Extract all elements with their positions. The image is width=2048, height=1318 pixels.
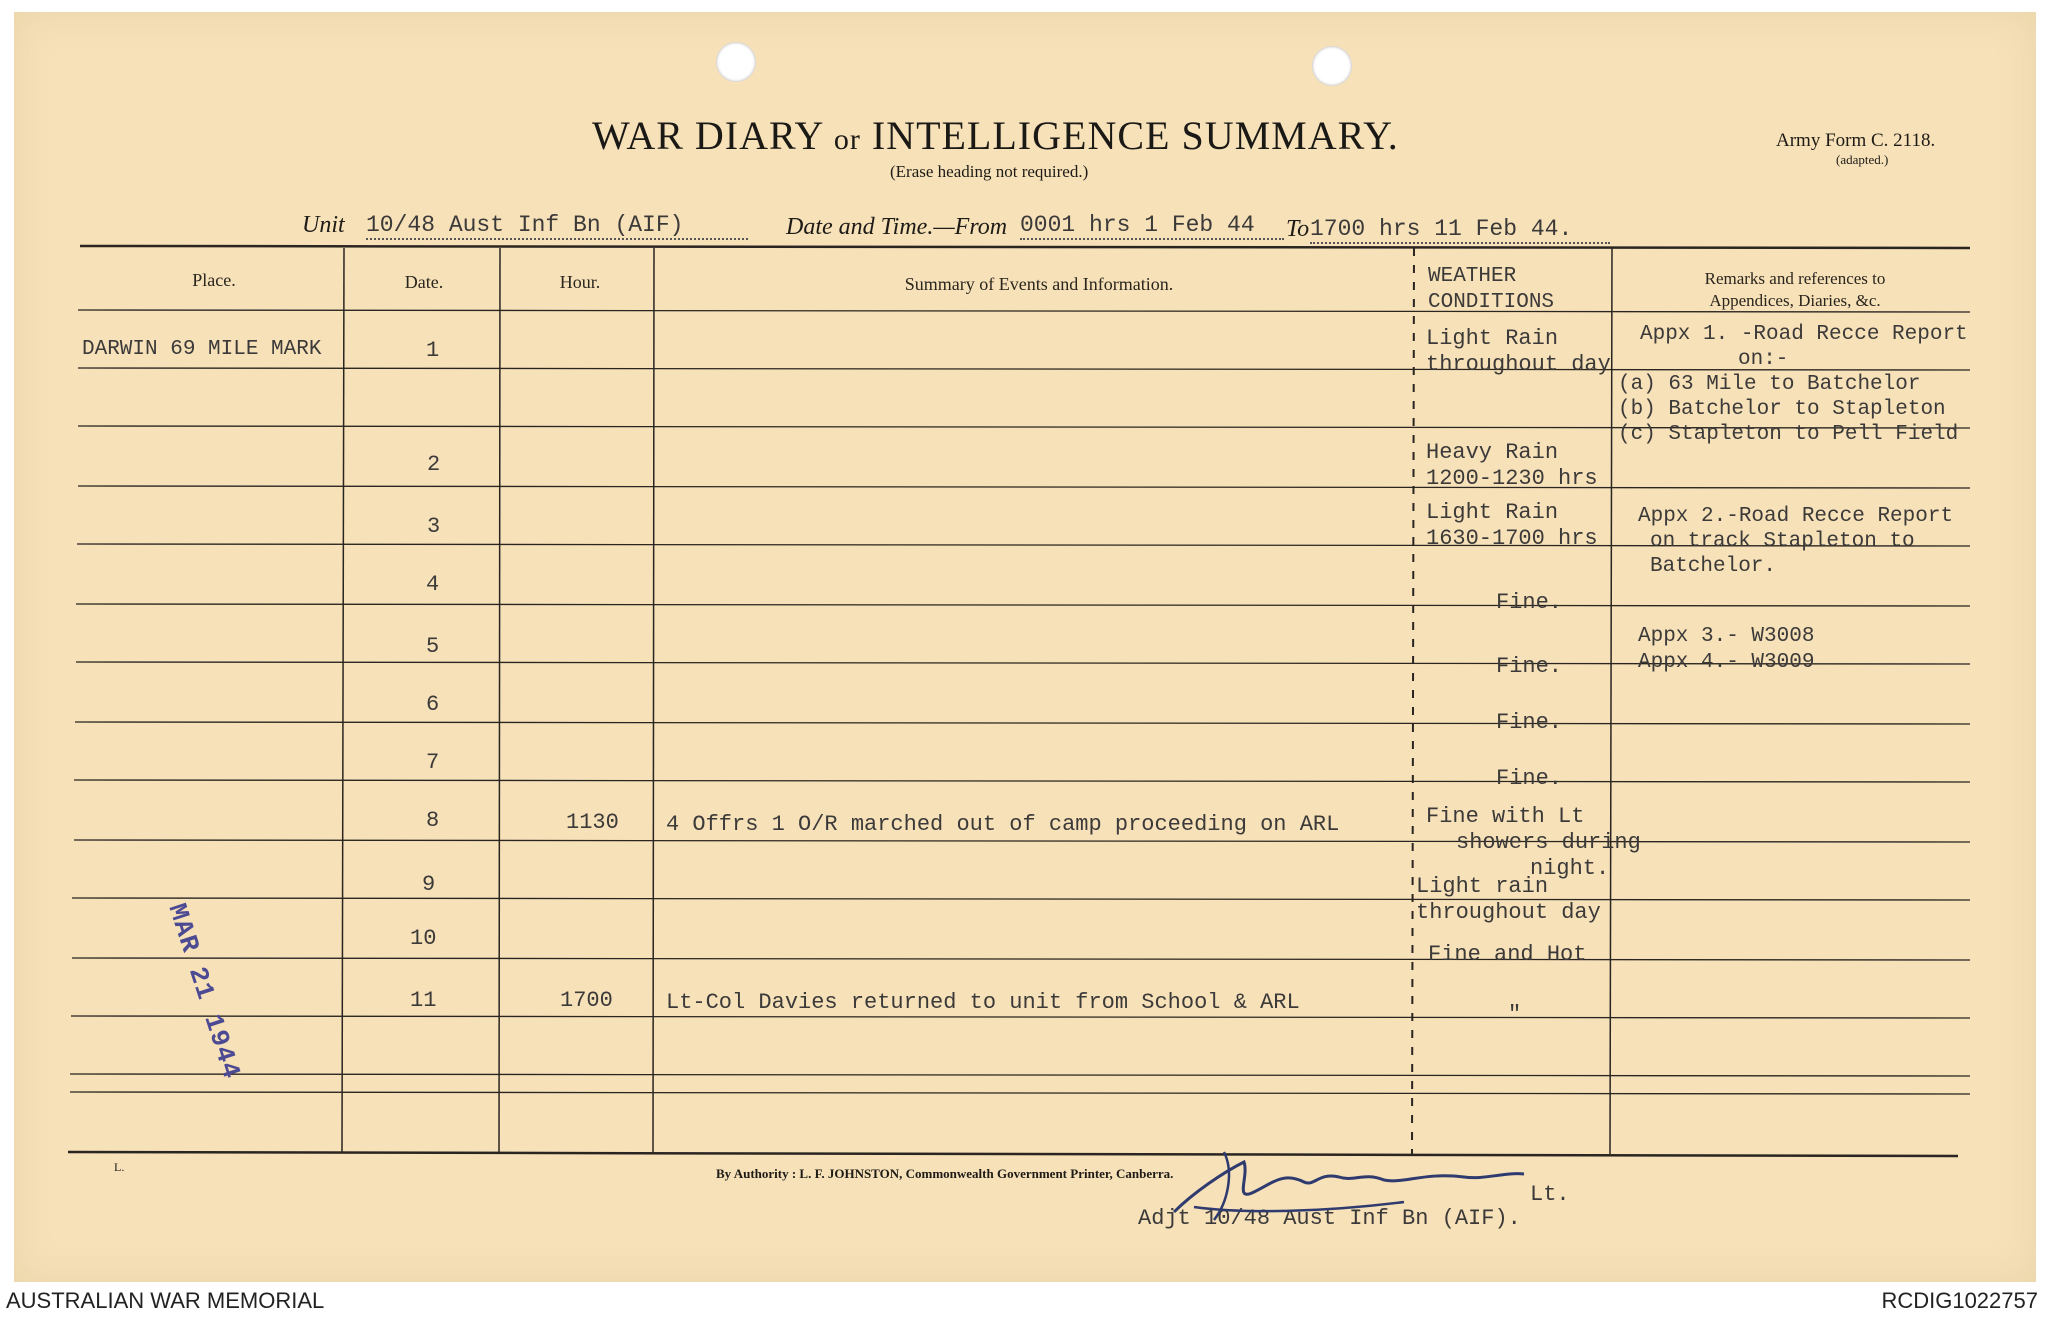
date-entry: 5	[426, 634, 440, 659]
col-rule-date	[499, 248, 500, 1153]
date-entry: 4	[426, 572, 440, 597]
remarks-line: (a) 63 Mile to Batchelor	[1618, 373, 1921, 396]
col-header-hour: Hour.	[559, 272, 601, 292]
weather-entry-9	[1416, 874, 1601, 926]
remarks-line: Appx 3.- W3008	[1638, 625, 1815, 648]
remarks-line: (b) Batchelor to Stapleton	[1618, 398, 1946, 421]
weather-entry-3	[1426, 500, 1598, 552]
summary-entry: 4 Offrs 1 O/R marched out of camp proceeding on ARL	[666, 812, 1340, 837]
date-entry: 9	[422, 872, 436, 897]
erase-note: (Erase heading not required.)	[890, 162, 1089, 181]
archive-reference: RCDIG1022757	[1881, 1288, 2038, 1313]
weather-entry-11: "	[1508, 1002, 1522, 1027]
remarks-line: Appx 2.-Road Recce Report	[1638, 505, 1954, 528]
weather-line: throughout day	[1426, 352, 1611, 377]
summary-entry: Lt-Col Davies returned to unit from School & ARL	[666, 990, 1300, 1015]
date-from-value: 0001 hrs 1 Feb 44	[1020, 212, 1284, 240]
received-date-stamp: MAR 21 1944	[161, 900, 247, 1083]
remarks-line: (c) Stapleton to Pell Field	[1618, 423, 1959, 446]
table-bottom-rule	[68, 1152, 1958, 1156]
place-entry: DARWIN 69 MILE MARK	[82, 338, 322, 361]
date-entry: 8	[426, 808, 440, 833]
weather-entry-10: Fine and Hot	[1428, 942, 1587, 967]
remarks-line: on track Stapleton to	[1650, 530, 1915, 553]
weather-entry-5: Fine.	[1496, 654, 1563, 679]
date-to-label: To	[1286, 216, 1310, 242]
date-entry: 1	[426, 338, 440, 363]
date-entry: 11	[410, 988, 437, 1013]
remarks-appx1	[1618, 322, 1968, 447]
weather-line: night.	[1530, 856, 1610, 881]
remarks-line: Appx 1. -Road Recce Report	[1640, 323, 1968, 346]
remarks-line: on:-	[1738, 348, 1789, 371]
weather-entry-1	[1426, 326, 1611, 378]
army-form-adapted: (adapted.)	[1836, 152, 1889, 167]
col-header-remarks	[1620, 268, 1970, 312]
remarks-appx3-4	[1638, 624, 1814, 676]
weather-line: Light Rain	[1426, 500, 1559, 525]
hour-entry: 1700	[560, 988, 613, 1013]
col-rule-summary	[1412, 248, 1414, 1154]
weather-line: Light Rain	[1426, 326, 1559, 351]
hour-entry: 1130	[566, 810, 619, 835]
remarks-line: Batchelor.	[1650, 555, 1777, 578]
archive-footer	[0, 1282, 2048, 1318]
col-header-weather	[1428, 264, 1554, 316]
title-part2: INTELLIGENCE SUMMARY.	[871, 113, 1399, 158]
weather-header-line2: CONDITIONS	[1428, 291, 1555, 314]
weather-entry-8	[1426, 804, 1641, 882]
title-or: or	[833, 123, 861, 156]
unit-label: Unit	[302, 212, 345, 238]
date-entry: 6	[426, 692, 440, 717]
weather-entry-2	[1426, 440, 1598, 492]
remarks-header-line2: Appendices, Diaries, &c.	[1709, 291, 1881, 310]
weather-line: throughout day	[1416, 900, 1601, 925]
col-header-place: Place.	[192, 270, 236, 290]
weather-line: 1200-1230 hrs	[1426, 466, 1598, 491]
diary-sheet	[14, 12, 2036, 1282]
handwritten-signature	[1164, 1132, 1534, 1232]
remarks-appx2	[1638, 504, 1953, 579]
signatory-title: Adjt 10/48 Aust Inf Bn (AIF).	[1138, 1206, 1521, 1231]
weather-entry-7: Fine.	[1496, 766, 1563, 791]
weather-entry-4: Fine.	[1496, 590, 1563, 615]
date-from-label: Date and Time.—From	[786, 214, 1008, 240]
weather-line: Light rain	[1416, 874, 1549, 899]
date-entry: 7	[426, 750, 440, 775]
form-code: L.	[114, 1160, 125, 1174]
army-form-number: Army Form C. 2118.	[1776, 130, 1936, 151]
title-part1: WAR DIARY	[592, 113, 823, 158]
remarks-line: Appx 4.- W3009	[1638, 651, 1815, 674]
date-entry: 2	[427, 452, 441, 477]
date-entry: 3	[427, 514, 441, 539]
date-entry: 10	[410, 926, 437, 951]
weather-entry-6: Fine.	[1496, 710, 1563, 735]
signatory-rank: Lt.	[1530, 1182, 1570, 1207]
weather-line: Fine with Lt	[1426, 804, 1585, 829]
col-header-summary: Summary of Events and Information.	[904, 274, 1174, 294]
table-top-rule	[80, 246, 1970, 248]
weather-line: 1630-1700 hrs	[1426, 526, 1598, 551]
remarks-header-line1: Remarks and references to	[1704, 269, 1886, 288]
weather-header-line1: WEATHER	[1428, 265, 1517, 288]
col-header-date: Date.	[404, 272, 444, 292]
archive-institution: AUSTRALIAN WAR MEMORIAL	[6, 1288, 325, 1313]
unit-value: 10/48 Aust Inf Bn (AIF)	[366, 212, 748, 240]
weather-line: showers during	[1456, 830, 1641, 855]
weather-line: Heavy Rain	[1426, 440, 1559, 465]
printer-authority: By Authority : L. F. JOHNSTON, Commonwealth Government Printer, Canberra.	[716, 1166, 1174, 1181]
date-to-value: 1700 hrs 11 Feb 44.	[1310, 216, 1610, 244]
